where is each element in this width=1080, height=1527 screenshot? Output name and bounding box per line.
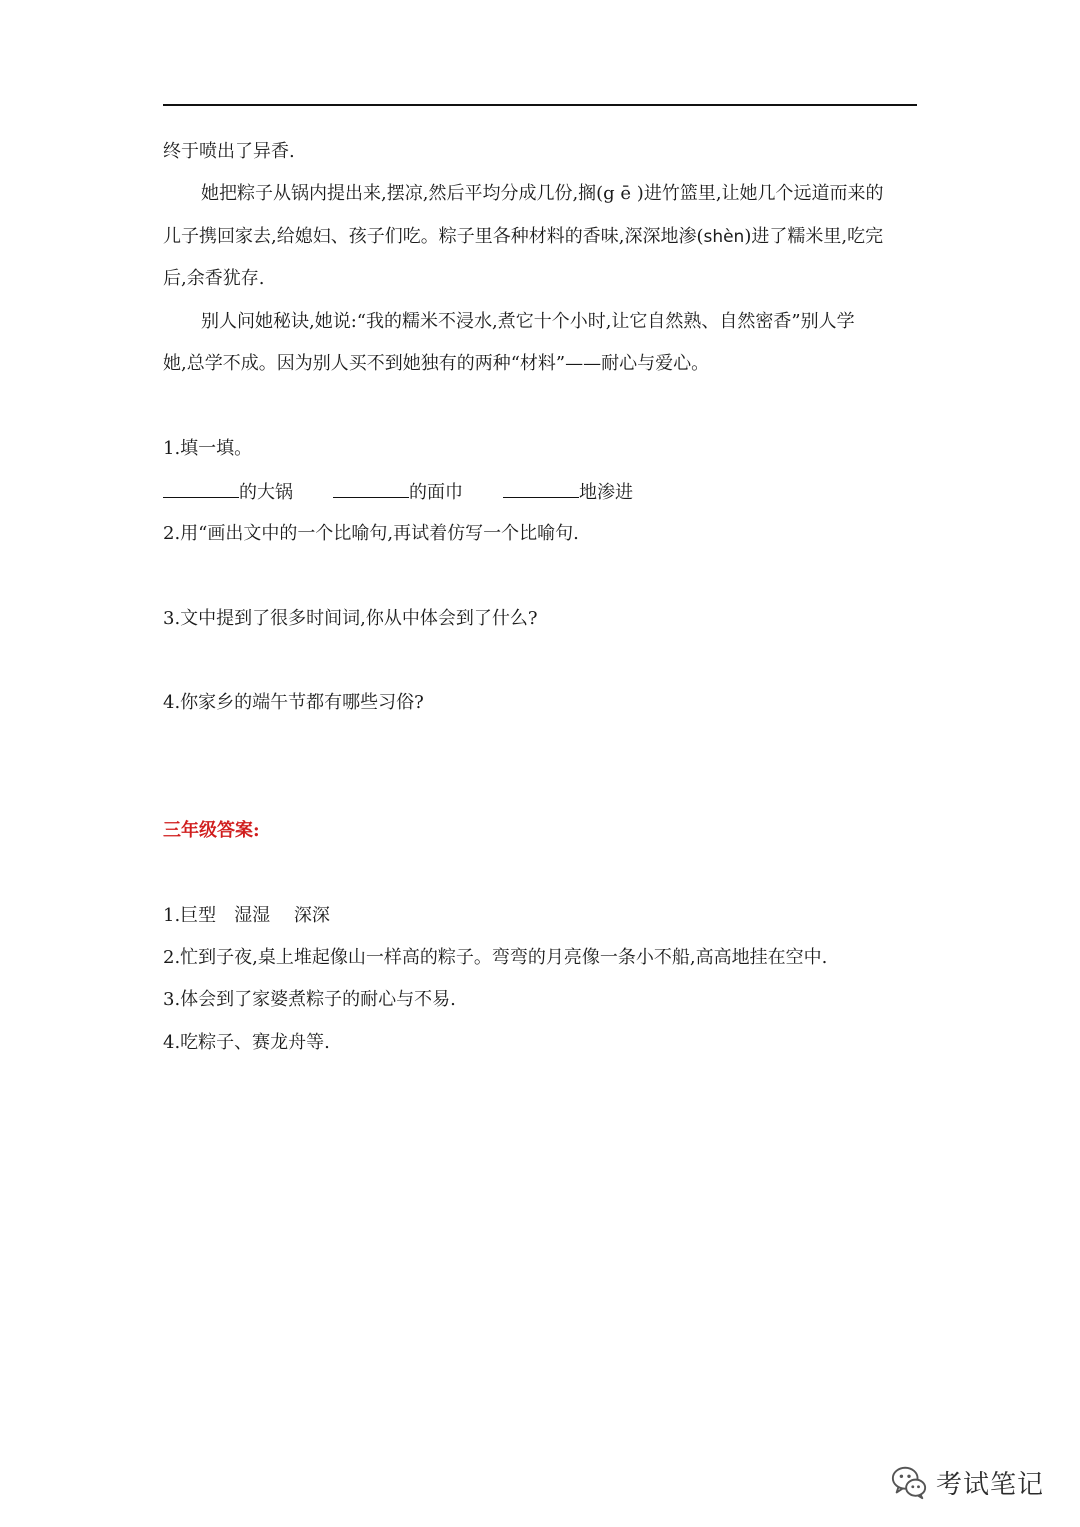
- passage-para2-line2-b: )进了糯米里,吃完: [744, 226, 884, 247]
- question-1-title: 1.填一填。: [163, 438, 253, 459]
- header-rule: [163, 104, 917, 106]
- wechat-icon: [890, 1463, 928, 1501]
- fill-blank-3[interactable]: [503, 479, 579, 498]
- pinyin-shen: shèn: [703, 227, 745, 247]
- answer-2: 2.忙到子夜,桌上堆起像山一样高的粽子。弯弯的月亮像一条小不船,高高地挂在空中.: [163, 947, 828, 968]
- passage-para3-line1: 别人问她秘诀,她说:“我的糯米不浸水,煮它十个小时,让它自然熟、自然密香”别人学: [201, 311, 855, 332]
- fill-blank-1[interactable]: [163, 479, 239, 498]
- passage-para2-line2: [163, 225, 883, 249]
- answer-1: 1.巨型 湿湿 深深: [163, 905, 330, 926]
- watermark-text: 考试笔记: [936, 1469, 1045, 1500]
- answers-title: 三年级答案:: [163, 820, 260, 841]
- answer-3: 3.体会到了家婆煮粽子的耐心与不易.: [163, 989, 456, 1010]
- question-3: 3.文中提到了很多时间词,你从中体会到了什么?: [163, 608, 538, 629]
- passage-para2-line3: 后,余香犹存.: [163, 268, 265, 289]
- fill-blank-1-suffix: 的大锅: [239, 482, 293, 503]
- passage-line-1: 终于喷出了异香.: [163, 141, 295, 162]
- question-1-fill-row: [163, 479, 633, 505]
- passage-para3-line2: 她,总学不成。因为别人买不到她独有的两种“材料”——耐心与爱心。: [163, 353, 710, 374]
- fill-blank-2[interactable]: [333, 479, 409, 498]
- passage-para2-line1: 她把粽子从锅内提出来,摆凉,然后平均分成几份,搁(g ē )进竹篮里,让她几个远道而来的: [201, 183, 884, 204]
- passage-para2-line2-a: 儿子携回家去,给媳妇、孩子们吃。粽子里各种材料的香味,深深地渗(: [163, 226, 704, 247]
- fill-blank-2-suffix: 的面巾: [409, 482, 463, 503]
- question-4: 4.你家乡的端午节都有哪些习俗?: [163, 692, 424, 713]
- fill-blank-3-suffix: 地渗进: [579, 482, 633, 503]
- watermark: [890, 1462, 1044, 1502]
- question-2: 2.用“画出文中的一个比喻句,再试着仿写一个比喻句.: [163, 523, 579, 544]
- answer-4: 4.吃粽子、赛龙舟等.: [163, 1032, 330, 1053]
